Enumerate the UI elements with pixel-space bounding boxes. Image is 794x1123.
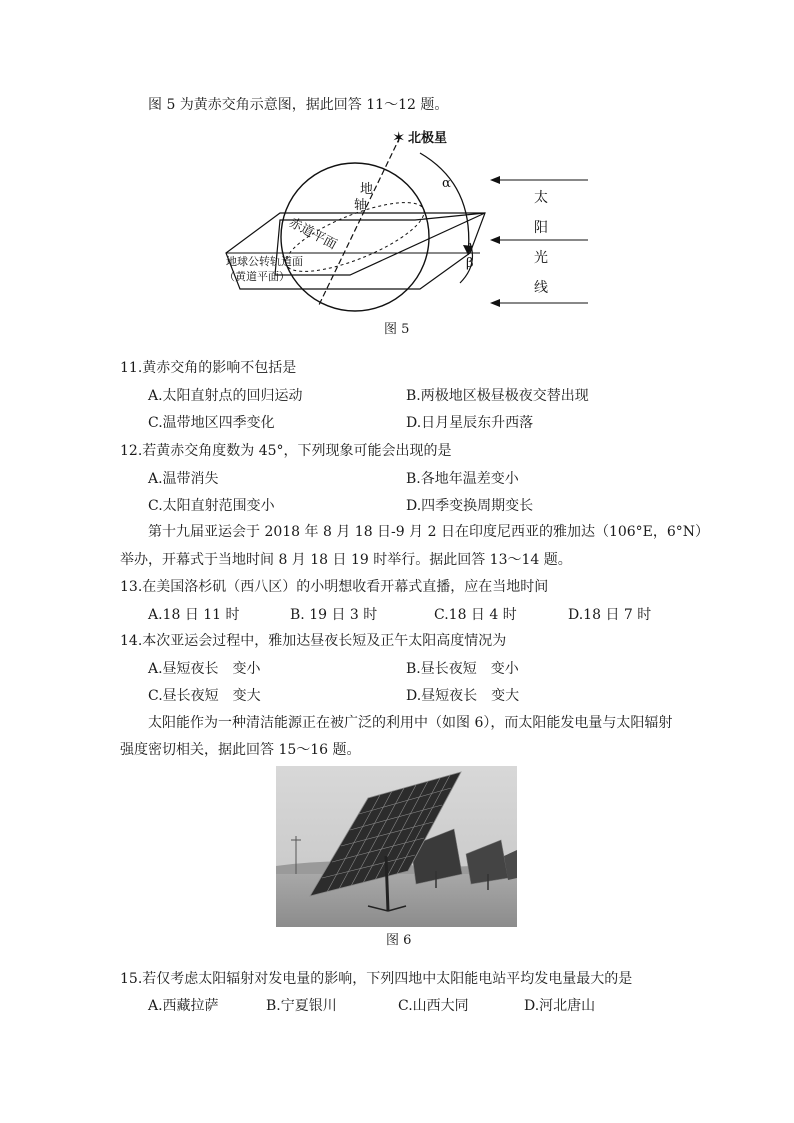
q15-stem: 15.若仅考虑太阳辐射对发电量的影响，下列四地中太阳能电站平均发电量最大的是 — [120, 971, 633, 987]
q12-stem: 12.若黄赤交角度数为 45°，下列现象可能会出现的是 — [120, 443, 452, 459]
q12-option-d: D.四季变换周期变长 — [406, 498, 534, 514]
q15-option-d: D.河北唐山 — [524, 998, 596, 1014]
q15-option-c: C.山西大同 — [398, 998, 469, 1014]
fig5-diagram — [220, 125, 590, 315]
north-star-icon: ✶ — [392, 128, 406, 147]
north-star-label: 北极星 — [408, 131, 448, 146]
q14-option-b: B.昼长夜短 变小 — [406, 661, 519, 677]
q11-option-a: A.太阳直射点的回归运动 — [148, 388, 303, 404]
orbit-plane-label: 地球公转轨道面 — [226, 255, 303, 268]
q14-option-a: A.昼短夜长 变小 — [148, 661, 261, 677]
sunlight-char-2: 阳 — [534, 220, 548, 236]
q14-stem: 14.本次亚运会过程中，雅加达昼夜长短及正午太阳高度情况为 — [120, 633, 507, 649]
q14-option-c: C.昼长夜短 变大 — [148, 688, 261, 704]
orbit-plane-sublabel: （黄道平面） — [224, 270, 290, 283]
q12-option-a: A.温带消失 — [148, 471, 219, 487]
axis-label-char-1: 地 — [360, 182, 374, 197]
q11-option-c: C.温带地区四季变化 — [148, 415, 275, 431]
q13-option-b: B. 19 日 3 时 — [290, 607, 378, 623]
q12-option-c: C.太阳直射范围变小 — [148, 498, 275, 514]
fig6-solar-photo — [276, 766, 517, 927]
beta-label: β — [466, 256, 474, 271]
sunlight-char-1: 太 — [534, 190, 548, 206]
intro-asian-games-line1: 第十九届亚运会于 2018 年 8 月 18 日-9 月 2 日在印度尼西亚的雅加达（106°E，6°N） — [148, 524, 710, 540]
axis-label-char-2: 轴 — [354, 198, 368, 213]
alpha-label: α — [442, 176, 451, 191]
intro-solar-line2: 强度密切相关，据此回答 15～16 题。 — [120, 742, 361, 758]
q14-option-d: D.昼短夜长 变大 — [406, 688, 520, 704]
intro-solar-line1: 太阳能作为一种清洁能源正在被广泛的利用中（如图 6），而太阳能发电量与太阳辐射 — [148, 715, 673, 731]
q11-option-b: B.两极地区极昼极夜交替出现 — [406, 388, 589, 404]
q13-option-d: D.18 日 7 时 — [568, 607, 652, 623]
q12-option-b: B.各地年温差变小 — [406, 471, 519, 487]
equator-plane-label: 赤道平面 — [286, 215, 340, 253]
q13-stem: 13.在美国洛杉矶（西八区）的小明想收看开幕式直播，应在当地时间 — [120, 579, 549, 595]
q13-option-c: C.18 日 4 时 — [434, 607, 517, 623]
q13-option-a: A.18 日 11 时 — [148, 607, 240, 623]
sunlight-char-3: 光 — [534, 250, 548, 266]
q11-stem: 11.黄赤交角的影响不包括是 — [120, 360, 297, 376]
q15-option-a: A.西藏拉萨 — [148, 998, 219, 1014]
fig5-caption: 图 5 — [384, 322, 410, 337]
intro-fig5: 图 5 为黄赤交角示意图，据此回答 11～12 题。 — [148, 97, 449, 113]
sunlight-char-4: 线 — [534, 280, 548, 296]
fig6-caption: 图 6 — [386, 933, 412, 948]
q11-option-d: D.日月星辰东升西落 — [406, 415, 534, 431]
intro-asian-games-line2: 举办，开幕式于当地时间 8 月 18 日 19 时举行。据此回答 13～14 题。 — [120, 552, 572, 568]
q15-option-b: B.宁夏银川 — [266, 998, 337, 1014]
